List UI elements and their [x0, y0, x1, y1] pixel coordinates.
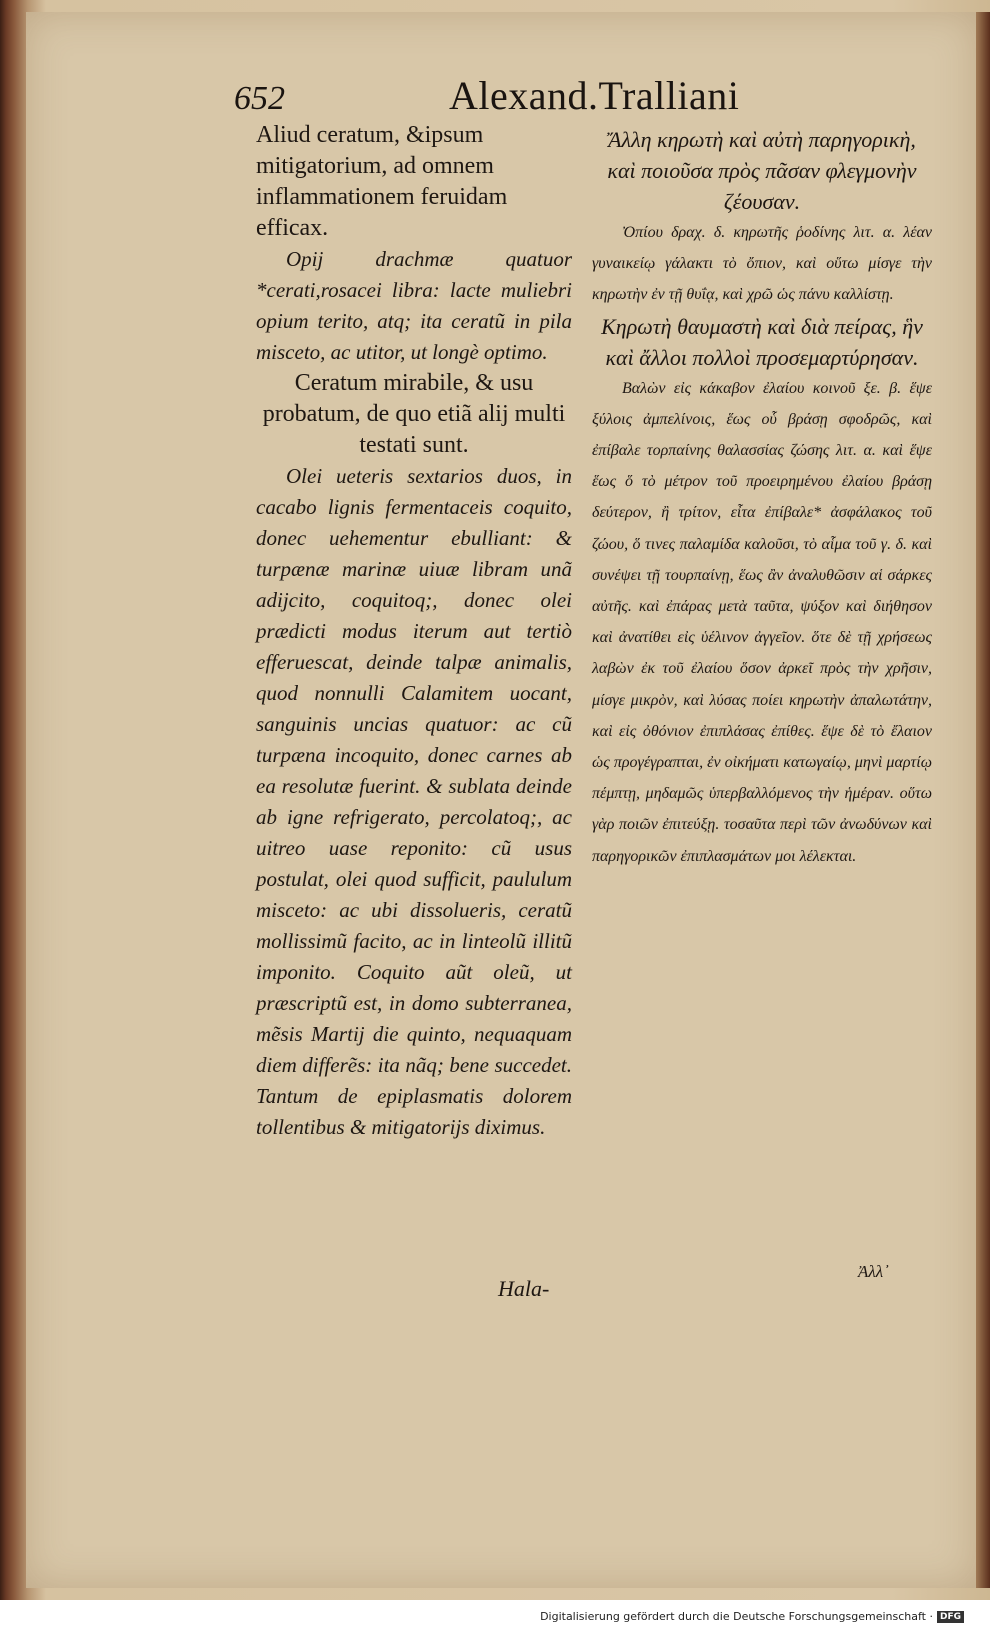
page-number: 652: [234, 80, 285, 117]
greek-column: [592, 124, 932, 872]
digitization-credit: [540, 1610, 964, 1623]
credit-text: Digitalisierung gefördert durch die Deutsche Forschungsgemeinschaft ·: [540, 1610, 933, 1623]
latin-paragraph-2: Olei ueteris sextarios duos, in cacabo lignis fermentaceis coquito, donec uehementur ebulliant: & turpænæ marinæ uiuæ libram unã adijcito, coquitoq;, donec olei prædicti modus iterum aut tertiò efferuescat, deinde talpæ animalis, quod nonnulli Calamitem uocant, sanguinis uncias quatuor: ac cũ turpæna incoquito, donec carnes ab ea resolutæ fuerint. & sublata deinde ab igne refrigerato, percolatoq;, ac uitreo uase reponito: cũ usus postulat, olei quod sufficit, paululum misceto: ac ubi dissolueris, ceratũ mollissimũ facito, ac in linteolũ illitũ imponito. Coquito aũt oleũ, ut præscriptũ est, in domo subterranea, mẽsis Martij die quinto, nequaquam diem differẽs: ita nãq; bene succedet. Tantum de epiplasmatis dolorem tollentibus & mitigatorijs diximus.: [256, 464, 572, 1139]
latin-catchword: Hala-: [498, 1276, 550, 1301]
greek-heading-1: Ἄλλη κηρωτὴ καὶ αὐτὴ παρηγορικὴ, καὶ ποιοῦσα πρὸς πᾶσαν φλεγμονὴν ζέουσαν.: [607, 127, 917, 214]
running-title: Alexand.Tralliani: [449, 73, 740, 118]
greek-heading-2: Κηρωτὴ θαυμαστὴ καὶ διὰ πείρας, ἣν καὶ ἄλλοι πολλοὶ προσεμαρτύρησαν.: [601, 313, 923, 370]
greek-paragraph-2: Βαλὼν εἰς κάκαβον ἐλαίου κοινοῦ ξε. β. ἕψε ξύλοις ἀμπελίνοις, ἕως οὗ βράσῃ σφοδρῶς, καὶ ἐπίβαλε τορπαίνης θαλασσίας ζώσης λιτ. α. καὶ ἕψε ἕως ὅ τὸ μέτρον τοῦ προειρημένου ἐλαίου βράσῃ δεύτερον, ἢ τρίτον, εἶτα ἐπίβαλε* ἀσφάλακος τοῦ ζώου, ὅ τινες παλαμίδα καλοῦσι, τὸ αἷμα τοῦ γ. δ. καὶ συνέψει τῇ τουρπαίνῃ, ἕως ἂν ἀναλυθῶσιν αἱ σάρκες αὐτῆς. καὶ ἐπάρας μετὰ ταῦτα, ψύξον καὶ διήθησον καὶ ἀνατίθει εἰς ὑέλινον ἀγγεῖον. ὅτε δὲ τῇ χρήσεως λαβὼν ἐκ τοῦ ἐλαίου ὅσον ἀρκεῖ πρὸς τὴν χρῆσιν, μίσγε μικρὸν, καὶ λύσας ποίει κηρωτὴν ἀπαλωτάτην, καὶ εἰς ὀθόνιον ἐπιπλάσας ἐπίθες. ἕψε δὲ τὸ ἔλαιον ὡς προγέγραπται, ἐν οἰκήματι κατωγαίῳ, μηνὶ μαρτίῳ πέμπτῃ, μηδαμῶς ὑπερβαλλόμενος τὴν ἡμέραν. οὕτω γὰρ ποιῶν ἐπιτεύξῃ. τοσαῦτα περὶ τῶν ἀνωδύνων καὶ παρηγορικῶν ἐπιπλασμάτων μοι λέλεκται.: [592, 379, 932, 865]
greek-paragraph-1: Ὀπίου δραχ. δ. κηρωτῆς ῥοδίνης λιτ. α. λέαν γυναικείῳ γάλακτι τὸ ὄπιον, καὶ οὕτω μίσγε τὴν κηρωτὴν ἐν τῇ θυΐᾳ, καὶ χρῶ ὡς πάνυ καλλίστῃ.: [592, 224, 932, 304]
latin-heading-1: Aliud ceratum, &ipsum mitigatorium, ad omnem inflammationem feruidam efficax.: [256, 122, 508, 241]
latin-paragraph-1: Opij drachmæ quatuor *cerati,rosacei libra: lacte muliebri opium terito, atq; ita ceratũ in pila misceto, ac utitor, ut longè optimo.: [256, 247, 572, 364]
latin-column: [256, 120, 572, 1143]
greek-catchword: Ἀλλ᾽: [858, 1262, 889, 1281]
dfg-logo: DFG: [937, 1611, 964, 1623]
latin-heading-2: Ceratum mirabile, & usu probatum, de quo etiã alij multi testati sunt.: [262, 370, 566, 458]
